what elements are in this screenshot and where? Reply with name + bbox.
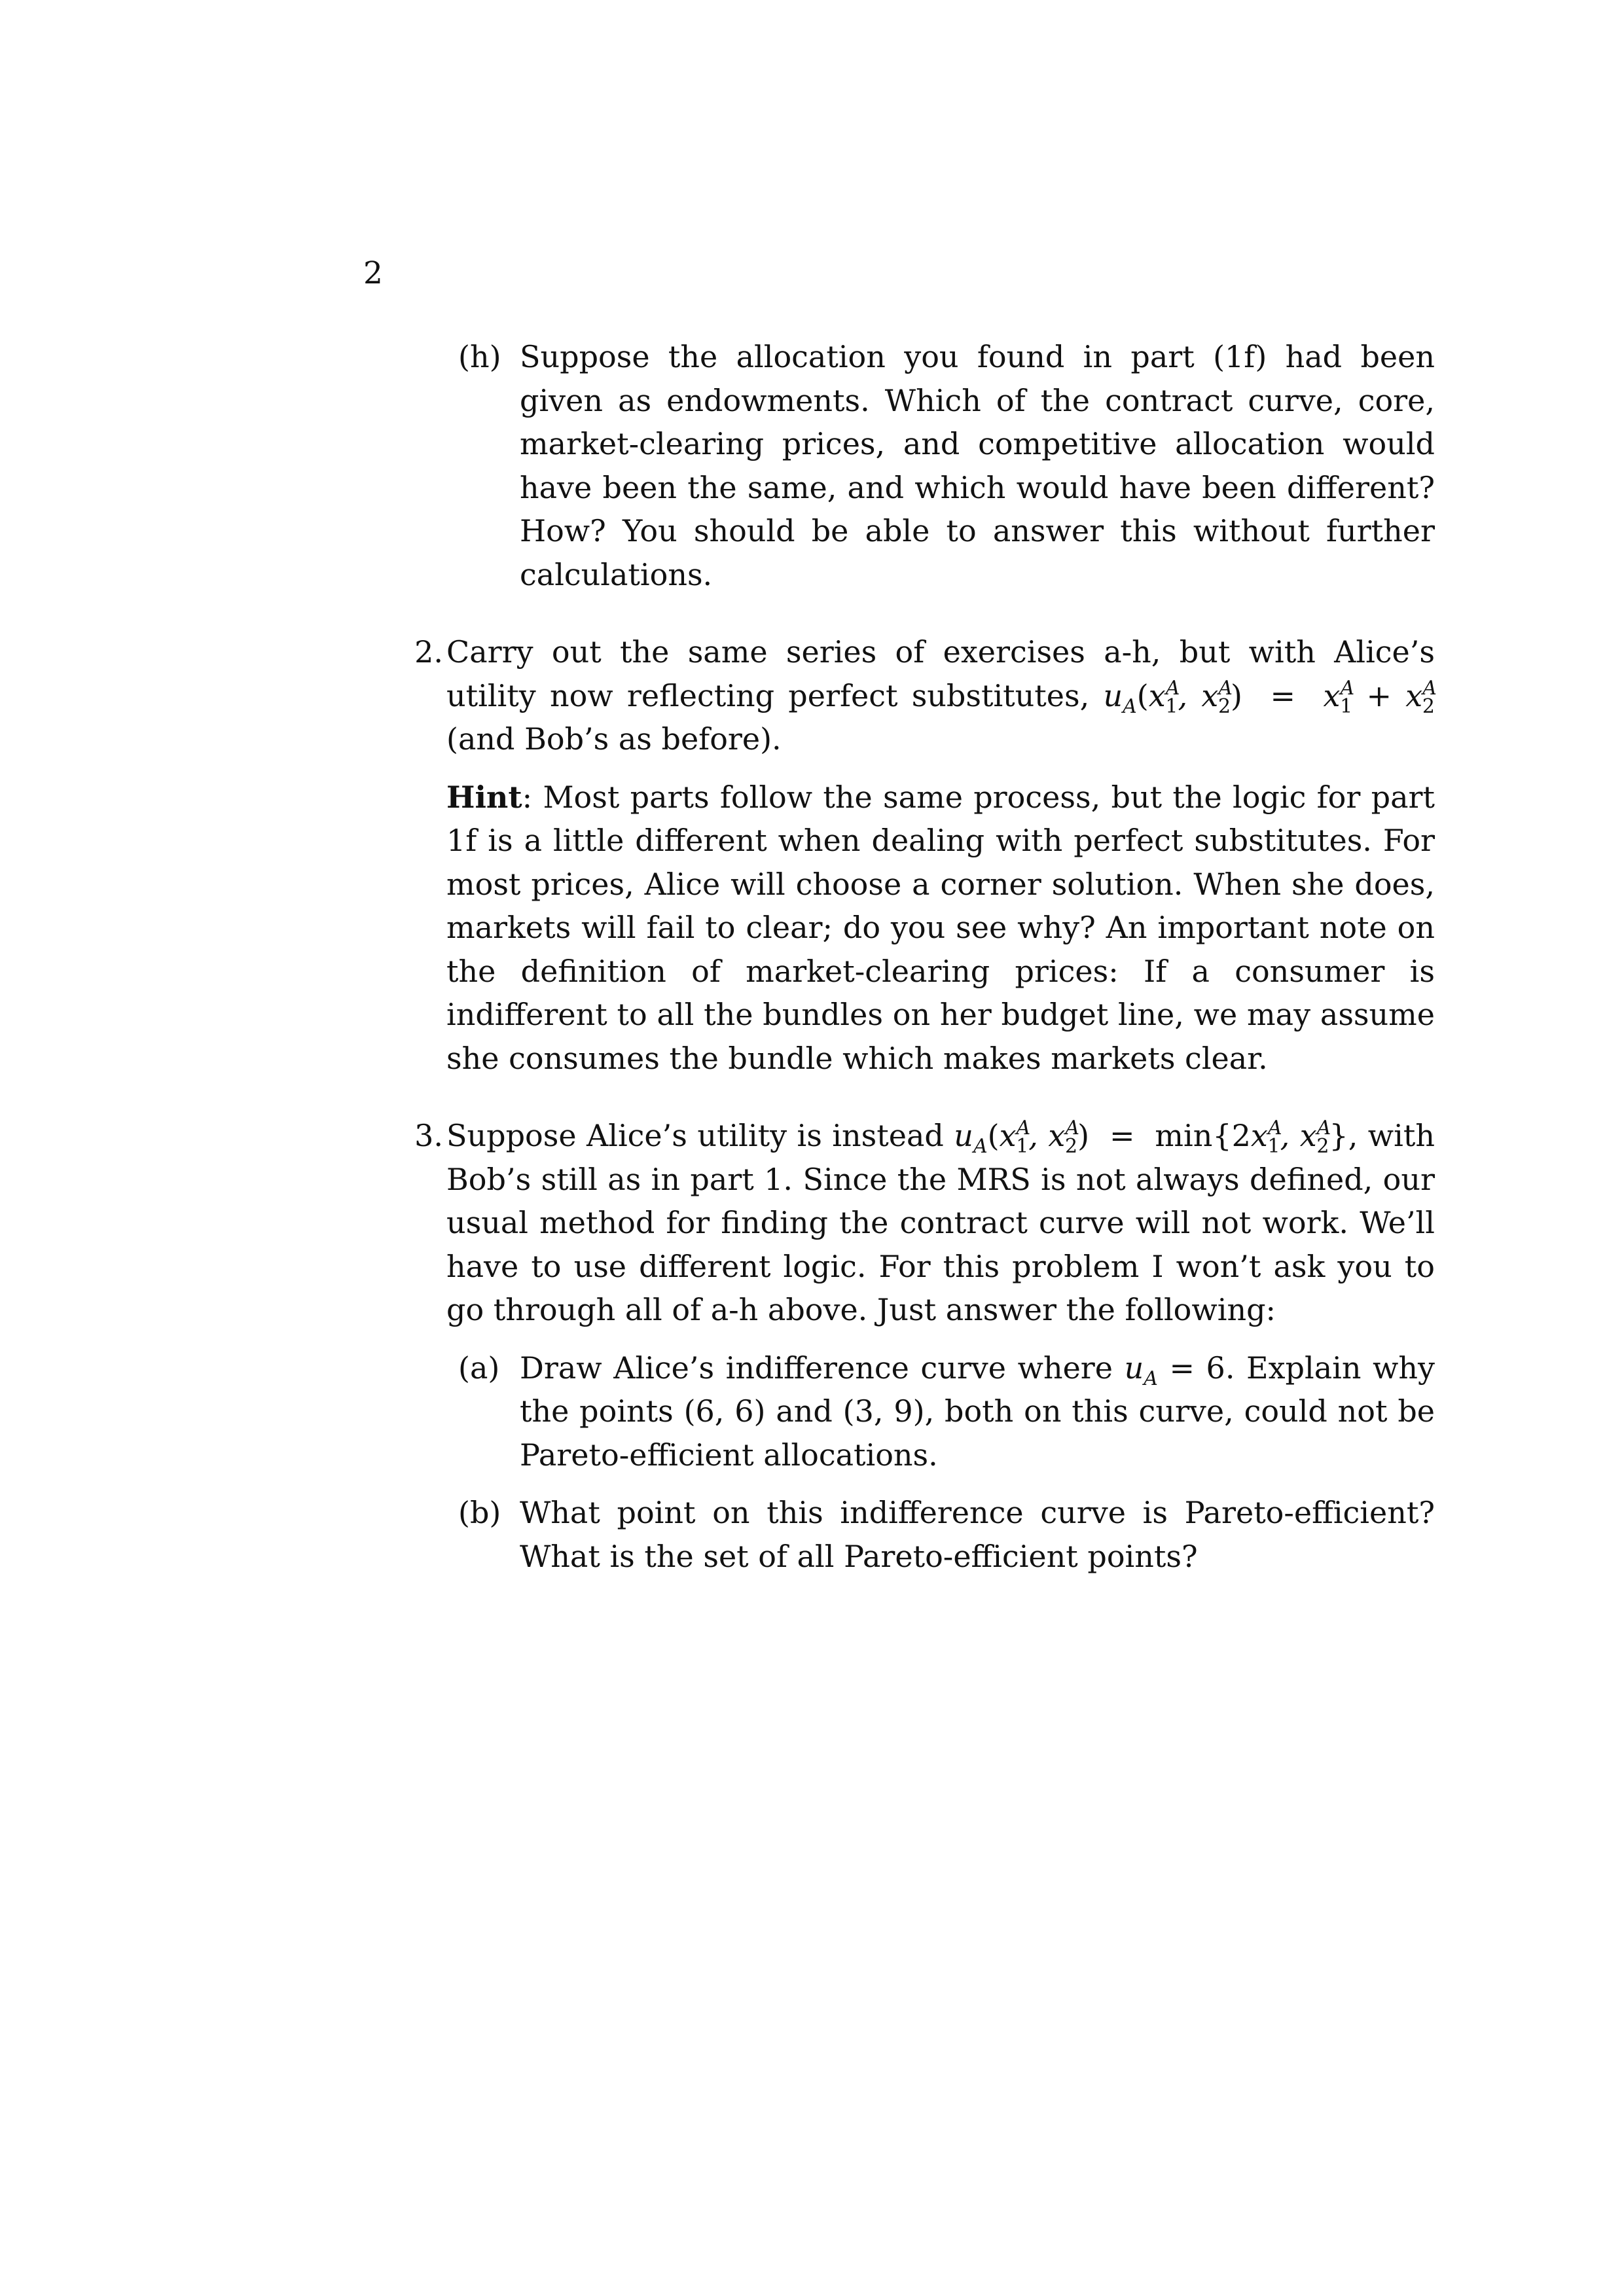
subquestion-label: (a): [458, 1350, 500, 1386]
utility-level: $u_A = 6$: [1124, 1350, 1225, 1390]
subquestion-text: Suppose the allocation you found in part (1f) had been given as endowments. Which of the contract curve, core, market-clearing prices, and competitive allocation would have been the same, and which would have been different? How? You should be able to answer this without further calculations.: [520, 339, 1435, 592]
page-number: 2: [363, 255, 383, 291]
utility-formula: $u_A(x^A_1$, $x^A_2) = x^A_1 + x^A_2$: [1103, 676, 1437, 718]
subquestion-label: (h): [458, 339, 501, 374]
hint-paragraph: [446, 776, 1435, 1081]
question-number: 3.: [414, 1118, 443, 1153]
subquestion-b: [394, 1491, 1435, 1578]
hint-text: : Most parts follow the same process, but the logic for part 1f is a little different when dealing with perfect substitutes. For most prices, Alice will choose a corner solution. When she does, markets will fail to clear; do you see why? An important note on the definition of market-clearing prices: If a consumer is indifferent to all the bundles on her budget line, we may assume she consumes the bundle which makes markets clear.: [446, 779, 1435, 1076]
subquestion-text: What point on this indifference curve is Pareto-efficient? What is the set of all Pareto-efficient points?: [520, 1495, 1435, 1574]
document-body: [394, 335, 1435, 1578]
hint-label: Hint: [446, 779, 522, 815]
subquestion-label: (b): [458, 1495, 501, 1530]
point-two: (3, 9): [842, 1393, 925, 1429]
question-3: [394, 1114, 1435, 1578]
question-text: Carry out the same series of exercises a-h, but with Alice’s utility now reflecting perfect substitutes, $u_A(x^A_1$, $x^A_2) = x^A_1 + x^A_2$ (and Bob’s as before).: [446, 634, 1437, 757]
question-text: Suppose Alice’s utility is instead $u_A(x^A_1$, $x^A_2) = \min\{2x^A_1$, $x^A_2$}, with Bob’s still as in part 1. Since the MRS is not always defined, our usual method for finding the contract curve will not work. We’ll have to use different logic. For this problem I won’t ask you to go through all of a-h above. Just answer the following:: [446, 1117, 1435, 1327]
point-one: (6, 6): [683, 1393, 766, 1429]
subquestion-a: (a) Draw Alice’s indifference curve where $u_A = 6$. Explain why the points (6, 6) and (3, 9), both on this curve, could not be Pareto-efficient allocations.: [394, 1346, 1435, 1477]
subquestion-h: [394, 335, 1435, 596]
question-number: 2.: [414, 634, 443, 670]
question-2: [394, 630, 1435, 1080]
utility-formula: $u_A(x^A_1$, $x^A_2) = \min\{2x^A_1$, $x^A_2$}: [954, 1117, 1348, 1158]
